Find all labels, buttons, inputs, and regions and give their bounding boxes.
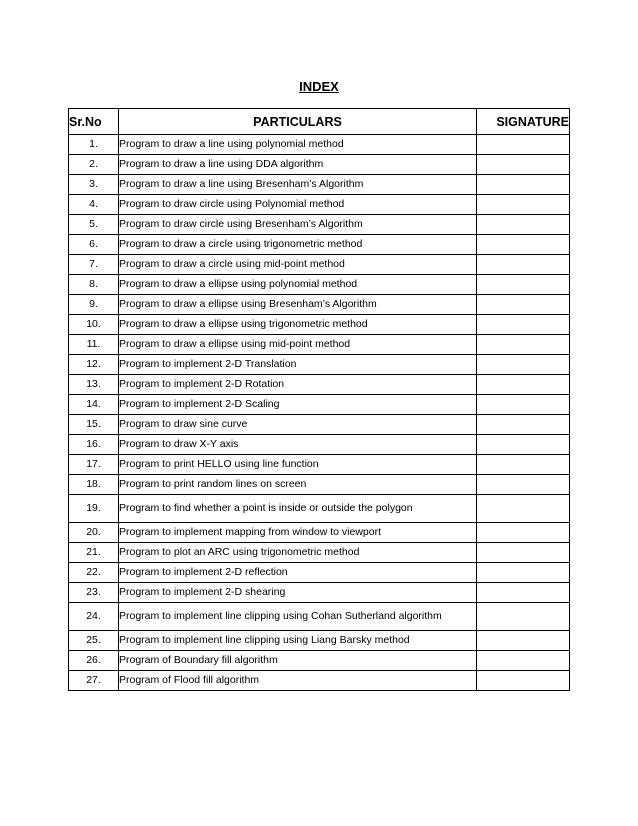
srno-cell: 2. [69, 155, 119, 175]
particulars-cell: Program to implement 2-D reflection [119, 563, 477, 583]
particulars-cell: Program to print random lines on screen [119, 475, 477, 495]
particulars-cell: Program to implement line clipping using Liang Barsky method [119, 631, 477, 651]
srno-cell: 12. [69, 355, 119, 375]
signature-cell [477, 631, 570, 651]
table-row [69, 395, 570, 415]
srno-cell: 23. [69, 583, 119, 603]
signature-cell [477, 355, 570, 375]
signature-cell [477, 275, 570, 295]
particulars-cell: Program to print HELLO using line function [119, 455, 477, 475]
signature-cell [477, 651, 570, 671]
srno-cell: 15. [69, 415, 119, 435]
particulars-cell: Program to draw a line using polynomial method [119, 135, 477, 155]
signature-cell [477, 603, 570, 631]
table-row [69, 495, 570, 523]
srno-cell: 9. [69, 295, 119, 315]
srno-cell: 19. [69, 495, 119, 523]
table-row [69, 563, 570, 583]
table-row [69, 175, 570, 195]
table-row [69, 543, 570, 563]
signature-cell [477, 395, 570, 415]
signature-cell [477, 135, 570, 155]
srno-cell: 10. [69, 315, 119, 335]
signature-cell [477, 671, 570, 691]
particulars-cell: Program to implement 2-D Scaling [119, 395, 477, 415]
signature-cell [477, 315, 570, 335]
table-row [69, 155, 570, 175]
table-row [69, 631, 570, 651]
particulars-cell: Program to draw a ellipse using Bresenham’s Algorithm [119, 295, 477, 315]
signature-cell [477, 523, 570, 543]
particulars-cell: Program to find whether a point is inside or outside the polygon [119, 495, 477, 523]
table-row [69, 651, 570, 671]
particulars-cell: Program to draw circle using Polynomial method [119, 195, 477, 215]
table-row [69, 671, 570, 691]
srno-cell: 7. [69, 255, 119, 275]
table-row [69, 455, 570, 475]
signature-cell [477, 195, 570, 215]
particulars-cell: Program to draw a line using DDA algorithm [119, 155, 477, 175]
table-row [69, 275, 570, 295]
srno-cell: 13. [69, 375, 119, 395]
srno-cell: 24. [69, 603, 119, 631]
table-row [69, 295, 570, 315]
srno-cell: 26. [69, 651, 119, 671]
header-signature: SIGNATURE [477, 109, 570, 135]
particulars-cell: Program to draw sine curve [119, 415, 477, 435]
signature-cell [477, 415, 570, 435]
signature-cell [477, 583, 570, 603]
srno-cell: 25. [69, 631, 119, 651]
header-particulars: PARTICULARS [119, 109, 477, 135]
table-row [69, 583, 570, 603]
table-row [69, 235, 570, 255]
signature-cell [477, 475, 570, 495]
table-row [69, 523, 570, 543]
srno-cell: 22. [69, 563, 119, 583]
table-row [69, 415, 570, 435]
srno-cell: 11. [69, 335, 119, 355]
srno-cell: 1. [69, 135, 119, 155]
table-row [69, 375, 570, 395]
particulars-cell: Program to plot an ARC using trigonometric method [119, 543, 477, 563]
table-header-row [69, 109, 570, 135]
srno-cell: 18. [69, 475, 119, 495]
table-row [69, 335, 570, 355]
particulars-cell: Program of Boundary fill algorithm [119, 651, 477, 671]
table-row [69, 135, 570, 155]
table-body [69, 135, 570, 691]
table-row [69, 315, 570, 335]
particulars-cell: Program to draw a ellipse using polynomial method [119, 275, 477, 295]
srno-cell: 14. [69, 395, 119, 415]
particulars-cell: Program to implement 2-D Translation [119, 355, 477, 375]
table-row [69, 195, 570, 215]
signature-cell [477, 543, 570, 563]
signature-cell [477, 335, 570, 355]
particulars-cell: Program to draw a circle using trigonometric method [119, 235, 477, 255]
particulars-cell: Program of Flood fill algorithm [119, 671, 477, 691]
table-row [69, 603, 570, 631]
page-title: INDEX [299, 79, 339, 94]
table-row [69, 435, 570, 455]
table-row [69, 215, 570, 235]
particulars-cell: Program to implement 2-D Rotation [119, 375, 477, 395]
signature-cell [477, 255, 570, 275]
particulars-cell: Program to draw a ellipse using trigonometric method [119, 315, 477, 335]
table-row [69, 355, 570, 375]
srno-cell: 4. [69, 195, 119, 215]
srno-cell: 21. [69, 543, 119, 563]
signature-cell [477, 215, 570, 235]
srno-cell: 20. [69, 523, 119, 543]
signature-cell [477, 295, 570, 315]
particulars-cell: Program to draw X-Y axis [119, 435, 477, 455]
particulars-cell: Program to draw a ellipse using mid-point method [119, 335, 477, 355]
signature-cell [477, 155, 570, 175]
header-srno: Sr.No [69, 109, 119, 135]
particulars-cell: Program to implement mapping from window to viewport [119, 523, 477, 543]
particulars-cell: Program to draw circle using Bresenham’s Algorithm [119, 215, 477, 235]
signature-cell [477, 563, 570, 583]
particulars-cell: Program to draw a circle using mid-point method [119, 255, 477, 275]
srno-cell: 27. [69, 671, 119, 691]
signature-cell [477, 435, 570, 455]
signature-cell [477, 375, 570, 395]
signature-cell [477, 175, 570, 195]
particulars-cell: Program to implement 2-D shearing [119, 583, 477, 603]
signature-cell [477, 235, 570, 255]
table-row [69, 255, 570, 275]
particulars-cell: Program to implement line clipping using Cohan Sutherland algorithm [119, 603, 477, 631]
srno-cell: 8. [69, 275, 119, 295]
signature-cell [477, 455, 570, 475]
srno-cell: 6. [69, 235, 119, 255]
srno-cell: 5. [69, 215, 119, 235]
particulars-cell: Program to draw a line using Bresenham’s Algorithm [119, 175, 477, 195]
table-row [69, 475, 570, 495]
signature-cell [477, 495, 570, 523]
srno-cell: 17. [69, 455, 119, 475]
srno-cell: 3. [69, 175, 119, 195]
srno-cell: 16. [69, 435, 119, 455]
index-table [68, 108, 570, 691]
